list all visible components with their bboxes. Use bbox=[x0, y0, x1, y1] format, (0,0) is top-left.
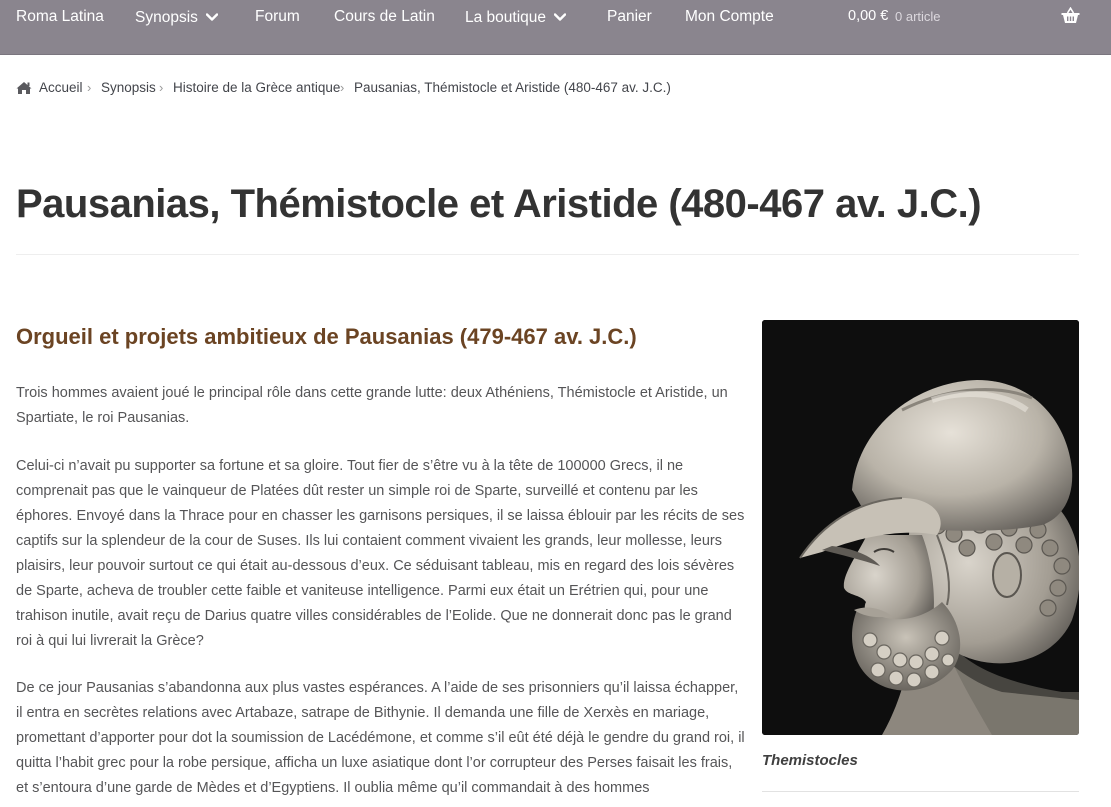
home-icon[interactable] bbox=[16, 81, 32, 98]
figure-caption: Themistocles bbox=[762, 752, 858, 769]
nav-item-cours-de-latin[interactable] bbox=[334, 8, 435, 26]
nav-item-mon-compte[interactable] bbox=[685, 8, 774, 26]
article-paragraph: Celui-ci n’avait pu supporter sa fortune et sa gloire. Tout fier de s’être vu à la tête de 100000 Grecs, il ne comprenait pas que le vainqueur de Platées dût rester un simple roi de Sparte, surveillé et contenu par les éphores. Envoyé dans la Thrace pour en chasser les garnisons persiques, il se laissa éblouir par les récits de ses captifs sur la splendeur de la cour de Suses. Ils lui contaient comment vivaient les grands, leur mollesse, leurs plaisirs, leur pouvoir surtout ce qui était au-dessous d’eux. Ce séduisant tableau, mis en regard des lois sévères de Sparte, acheva de troubler cette faible et vaniteuse intelligence. Parmi eux était un Erétrien qui, pour une trahison inutile, avait reçu de Darius quatre villes considérables de l’Eolide. Que ne donnerait donc pas le grand roi à qui lui livrerait la Grèce? bbox=[16, 458, 745, 649]
nav-item-label: Cours de Latin bbox=[334, 8, 435, 25]
page-title: Pausanias, Thémistocle et Aristide (480-467 av. J.C.) bbox=[16, 182, 982, 226]
breadcrumb-link-histoire-grece[interactable]: Histoire de la Grèce antique bbox=[173, 80, 341, 95]
nav-item-label: La boutique bbox=[465, 9, 547, 26]
nav-item-label: Mon Compte bbox=[685, 8, 774, 25]
chevron-down-icon bbox=[206, 8, 218, 26]
section-heading: Orgueil et projets ambitieux de Pausanias (479-467 av. J.C.) bbox=[16, 324, 637, 349]
site-brand-link[interactable]: Roma Latina bbox=[16, 8, 104, 25]
article-paragraph: De ce jour Pausanias s’abandonna aux plus vastes espérances. A l’aide de ses prisonniers qu’il laissa échapper, il entra en secrètes relations avec Artabaze, satrape de Bithynie. Il demanda une fille de Xerxès en mariage, promettant d’apporter pour dot la soumission de Lacédémone, et comme s’il eût été déjà le gendre du grand roi, il quitta l’habit grec pour la robe persique, afficha un luxe asiatique dont l’or corrupteur des Perses faisait les frais, et s’entoura d’une garde de Mèdes et d’Egyptiens. Il oublia même qu’il commandait à des hommes bbox=[16, 680, 745, 796]
nav-item-la-boutique[interactable] bbox=[465, 8, 566, 27]
chevron-down-icon bbox=[554, 8, 566, 26]
nav-bottom-border bbox=[0, 54, 1111, 55]
chevron-right-icon: › bbox=[159, 80, 164, 95]
themistocles-bust-image bbox=[762, 320, 1079, 735]
nav-item-forum[interactable] bbox=[255, 8, 300, 26]
cart-amount[interactable]: 0,00 € bbox=[848, 8, 889, 24]
article-paragraph: Trois hommes avaient joué le principal rôle dans cette grande lutte: deux Athéniens, Thémistocle et Aristide, un Spartiate, le roi Pausanias. bbox=[16, 385, 728, 426]
nav-item-label: Forum bbox=[255, 8, 300, 25]
nav-item-synopsis[interactable] bbox=[135, 8, 218, 27]
title-divider bbox=[16, 254, 1079, 255]
cart-item-count[interactable]: 0 article bbox=[895, 9, 941, 24]
chevron-right-icon: › bbox=[87, 80, 92, 95]
breadcrumb-link-synopsis[interactable]: Synopsis bbox=[101, 80, 156, 95]
top-navigation-bar bbox=[0, 0, 1111, 55]
nav-item-label: Synopsis bbox=[135, 9, 198, 26]
breadcrumb-link-accueil[interactable]: Accueil bbox=[39, 80, 83, 95]
nav-item-label: Panier bbox=[607, 8, 652, 25]
basket-icon[interactable] bbox=[1061, 7, 1080, 29]
nav-item-panier[interactable] bbox=[607, 8, 652, 26]
breadcrumb-current-page: Pausanias, Thémistocle et Aristide (480-467 av. J.C.) bbox=[354, 80, 671, 95]
chevron-right-icon: › bbox=[340, 80, 345, 95]
figure-divider bbox=[762, 791, 1079, 792]
